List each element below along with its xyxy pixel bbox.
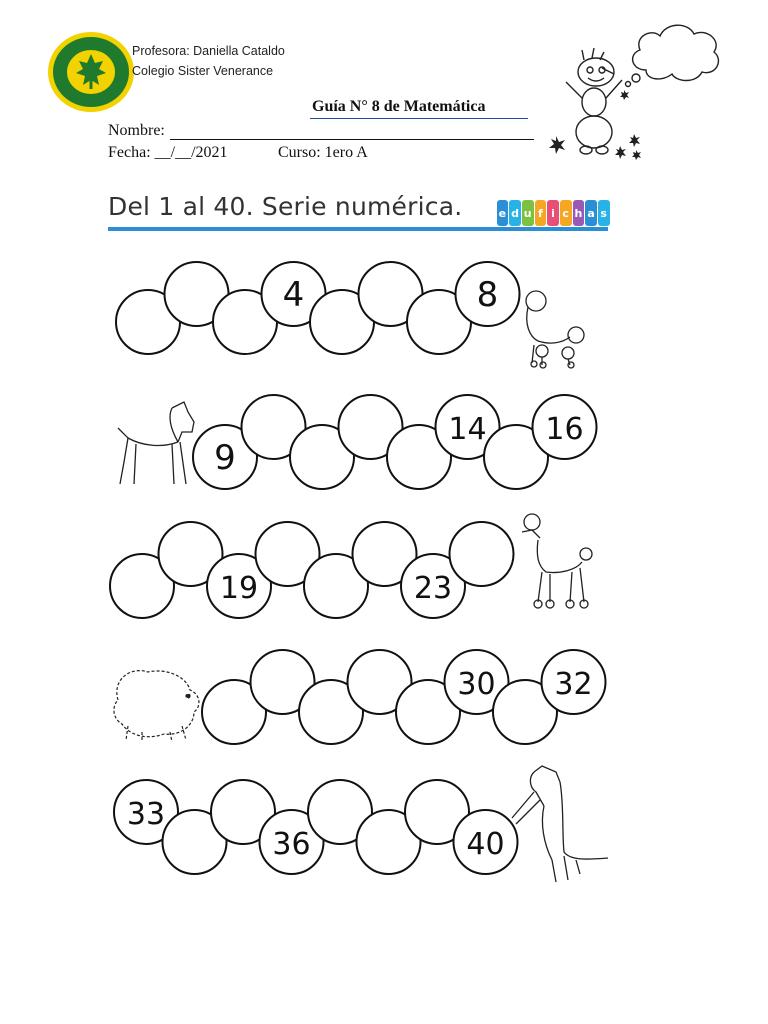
brand-letter: f	[535, 200, 547, 226]
series-number: 30	[457, 667, 496, 702]
brand-letter: i	[547, 200, 559, 226]
teacher-name: Profesora: Daniella Cataldo	[132, 44, 285, 58]
brand-letter: d	[509, 200, 521, 226]
series-number: 4	[282, 275, 305, 315]
series-number: 40	[466, 827, 505, 862]
series-number: 32	[554, 667, 593, 702]
brand-letter: a	[585, 200, 597, 226]
series-number: 19	[219, 571, 259, 606]
name-label: Nombre:	[108, 122, 165, 139]
brand-letter: e	[497, 200, 509, 226]
poodle-icon	[516, 510, 596, 614]
series-number: 14	[448, 412, 487, 447]
series-number: 16	[545, 412, 584, 447]
series-number: 23	[413, 571, 453, 606]
date-label: Fecha: __/__/2021	[108, 144, 228, 161]
brand-letter: c	[560, 200, 572, 226]
brand-letter: u	[522, 200, 534, 226]
poodle-icon	[516, 285, 592, 369]
series-title: Del 1 al 40. Serie numérica.	[108, 192, 463, 221]
series-number: 8	[476, 275, 499, 315]
terrier-icon	[112, 398, 198, 488]
pomeranian-icon	[108, 660, 204, 744]
worksheet-title: Guía N° 8 de Matemática	[312, 98, 486, 115]
series-number: 9	[214, 438, 236, 478]
number-circle	[450, 522, 514, 586]
series-number: 33	[126, 797, 166, 832]
series-number: 36	[272, 827, 311, 862]
brand-letter: s	[598, 200, 610, 226]
dachshund-icon	[504, 764, 614, 888]
brand-letter: h	[573, 200, 585, 226]
course-label: Curso: 1ero A	[278, 144, 368, 161]
school-name: Colegio Sister Venerance	[132, 64, 274, 78]
